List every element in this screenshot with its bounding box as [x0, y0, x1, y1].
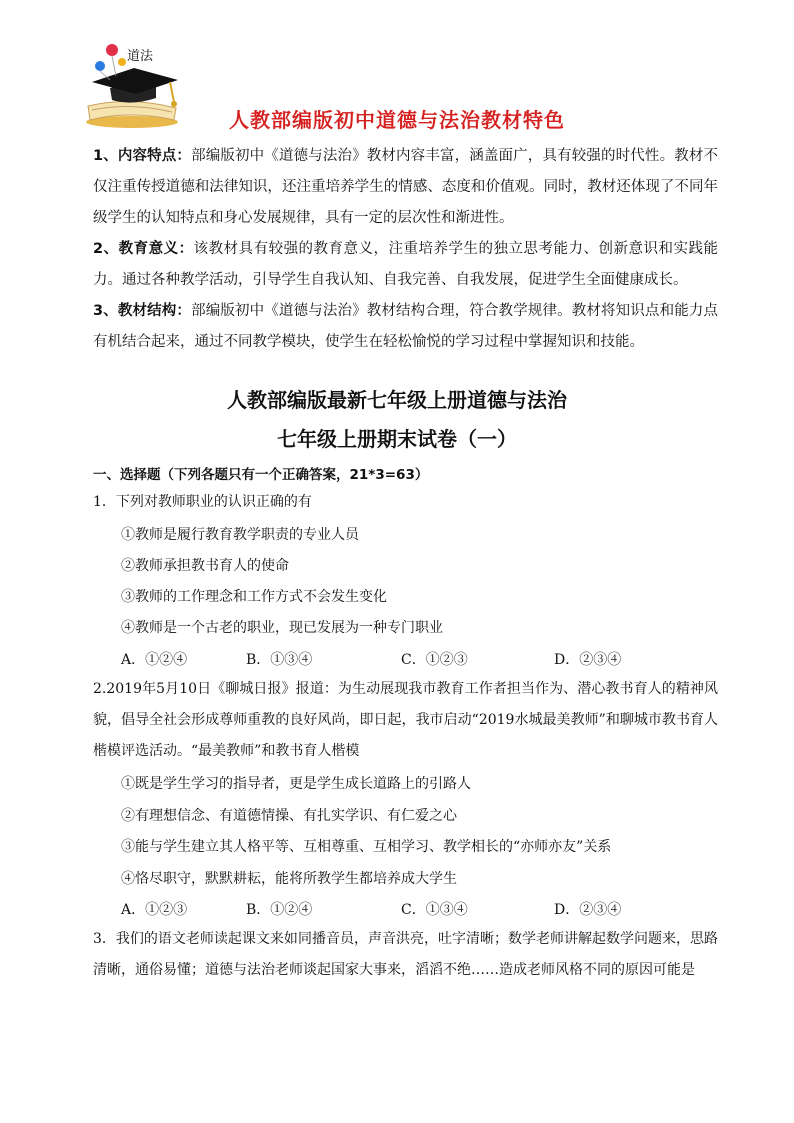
- question-2-stem: 2.2019年5月10日《聊城日报》报道：为生动展现我市教育工作者担当作为、潜心教书育人的精神风貌，倡导全社会形成尊师重教的良好风尚，即日起，我市启动“2019水城最美教师”和聊城市教书育人楷模评选活动。“最美教师”和教书育人楷模: [93, 681, 718, 759]
- exam-title: 人教部编版最新七年级上册道德与法治: [227, 388, 567, 412]
- question-3-stem: 3．我们的语文老师读起课文来如同播音员，声音洪亮，吐字清晰；数学老师讲解起数学问题来，思路清晰，通俗易懂；道德与法治老师谈起国家大事来，滔滔不绝……造成老师风格不同的原因可能是: [93, 931, 718, 978]
- intro-item-2: [93, 234, 718, 296]
- question-1-option: ②教师承担教书育人的使命: [121, 558, 289, 574]
- intro-item-text: 部编版初中《道德与法治》教材结构合理，符合教学规律。教材将知识点和能力点有机结合起来，通过不同教学模块，使学生在轻松愉悦的学习过程中掌握知识和技能。: [93, 303, 718, 350]
- intro-item-1: [93, 141, 718, 234]
- intro-item-text: 该教材具有较强的教育意义，注重培养学生的独立思考能力、创新意识和实践能力。通过各种教学活动，引导学生自我认知、自我完善、自我发展，促进学生全面健康成长。: [93, 241, 718, 288]
- intro-item-head: 2、教育意义：: [93, 241, 194, 257]
- question-2-option: ①既是学生学习的指导者，更是学生成长道路上的引路人: [121, 776, 471, 792]
- intro-item-head: 1、内容特点：: [93, 148, 192, 164]
- choice-a[interactable]: A．①②③: [121, 902, 188, 918]
- choice-c[interactable]: C．①②③: [401, 652, 468, 668]
- question-1-option: ④教师是一个古老的职业，现已发展为一种专门职业: [121, 620, 443, 636]
- choice-d[interactable]: D．②③④: [554, 652, 622, 668]
- question-1-option: ③教师的工作理念和工作方式不会发生变化: [121, 589, 387, 605]
- intro-item-3: [93, 296, 718, 358]
- question-1-stem: 1．下列对教师职业的认识正确的有: [93, 494, 312, 510]
- question-1-option: ①教师是履行教育教学职责的专业人员: [121, 527, 359, 543]
- intro-item-text: 部编版初中《道德与法治》教材内容丰富，涵盖面广，具有较强的时代性。教材不仅注重传授道德和法律知识，还注重培养学生的情感、态度和价值观。同时，教材还体现了不同年级学生的认知特点和身心发展规律，具有一定的层次性和渐进性。: [93, 148, 718, 226]
- choice-a[interactable]: A．①②④: [121, 652, 188, 668]
- choice-b[interactable]: B．①②④: [246, 902, 313, 918]
- question-2-option: ③能与学生建立其人格平等、互相尊重、互相学习、教学相长的“亦师亦友”关系: [121, 839, 612, 855]
- intro-title: 人教部编版初中道德与法治教材特色: [229, 108, 565, 132]
- choice-c[interactable]: C．①③④: [401, 902, 468, 918]
- question-2-option: ④恪尽职守，默默耕耘，能将所教学生都培养成大学生: [121, 871, 457, 887]
- logo-label: 道法: [127, 49, 154, 64]
- question-2-option: ②有理想信念、有道德情操、有扎实学识、有仁爱之心: [121, 808, 457, 824]
- section-heading: 一、选择题（下列各题只有一个正确答案，21*3=63）: [93, 467, 429, 483]
- choice-b[interactable]: B．①③④: [246, 652, 313, 668]
- exam-subtitle: 七年级上册期末试卷（一）: [277, 427, 517, 451]
- intro-item-head: 3、教材结构：: [93, 303, 192, 319]
- choice-d[interactable]: D．②③④: [554, 902, 622, 918]
